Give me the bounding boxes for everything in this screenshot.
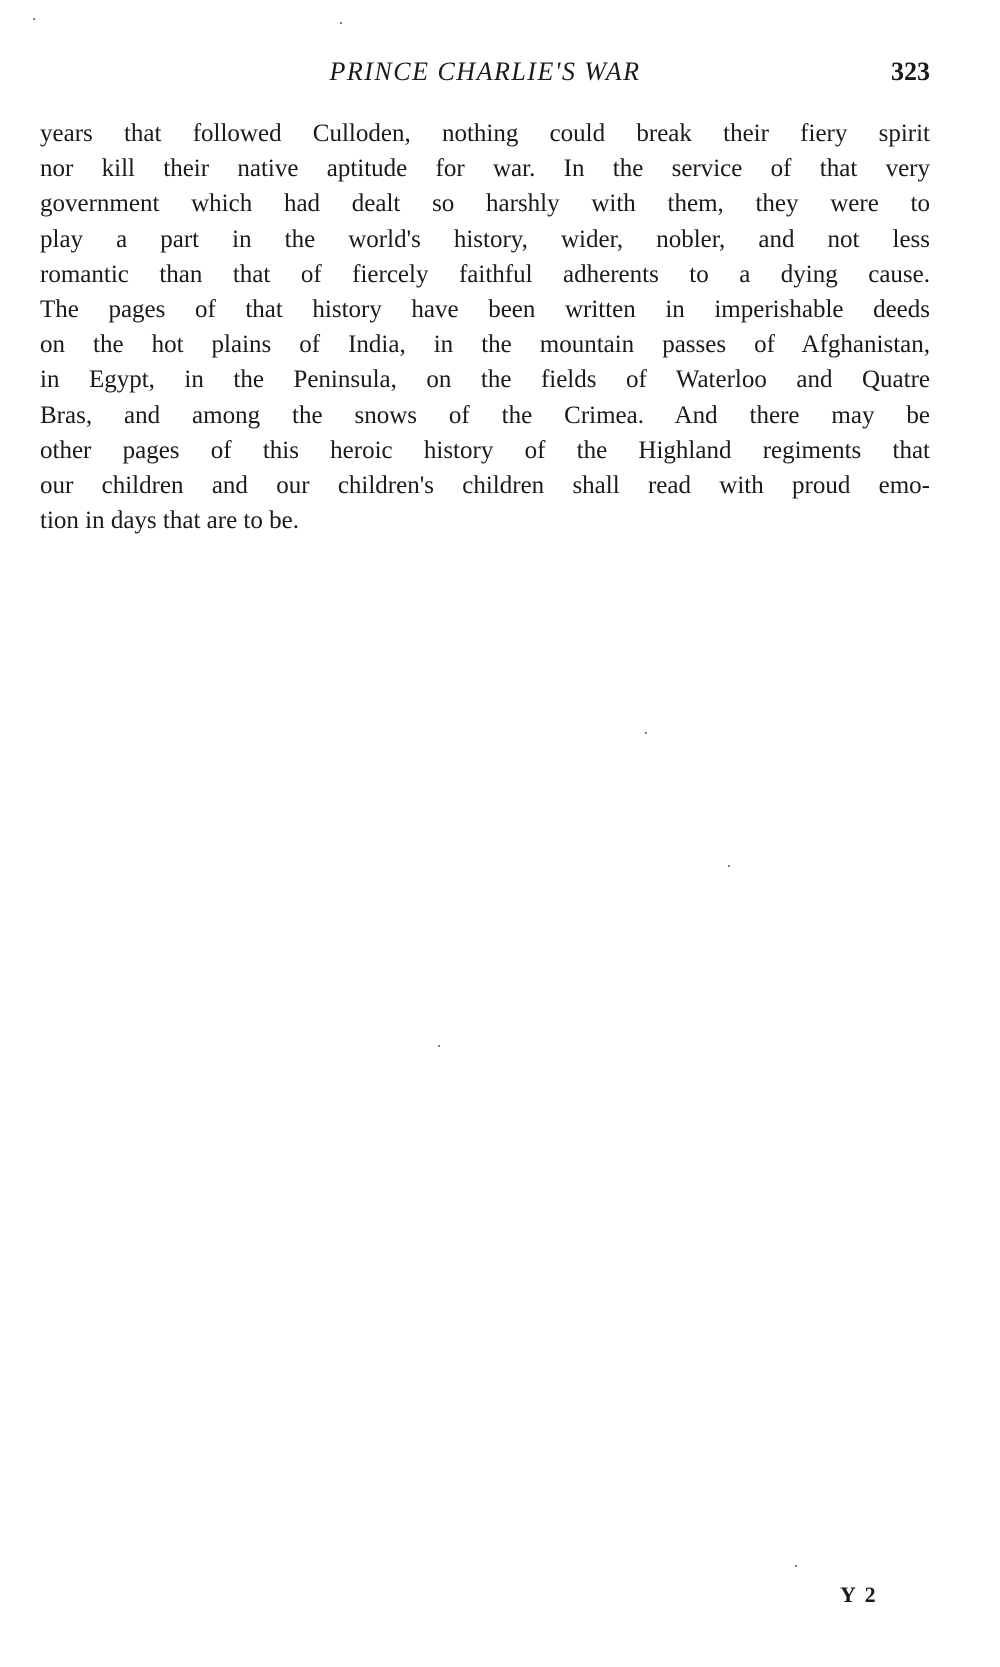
print-speck	[340, 22, 342, 24]
signature-mark: Y 2	[840, 1582, 878, 1607]
text-line: years that followed Culloden, nothing could break their fiery spirit	[40, 120, 930, 147]
text-line: Bras, and among the snows of the Crimea. And there may be	[40, 401, 930, 429]
print-speck	[33, 18, 35, 20]
running-title: PRINCE CHARLIE'S WAR	[329, 57, 641, 86]
text-line: The pages of that history have been written in imperishable deeds	[40, 295, 930, 323]
print-speck	[795, 1565, 797, 1567]
print-speck	[728, 865, 730, 867]
text-line: in Egypt, in the Peninsula, on the fields of Waterloo and Quatre	[40, 366, 930, 394]
page-number: 323	[891, 57, 930, 86]
text-line: tion in days that are to be.	[40, 507, 299, 535]
text-line: play a part in the world's history, wider, nobler, and not less	[40, 225, 930, 253]
text-line: government which had dealt so harshly with them, they were to	[40, 190, 930, 218]
text-line: nor kill their native aptitude for war. In the service of that very	[40, 155, 930, 183]
text-line: our children and our children's children shall read with proud emo-	[40, 471, 930, 499]
running-head	[40, 54, 930, 90]
print-speck	[438, 1045, 440, 1047]
text-line: on the hot plains of India, in the mountain passes of Afghanistan,	[40, 331, 930, 359]
print-speck	[645, 732, 647, 734]
text-line: other pages of this heroic history of the Highland regiments that	[40, 436, 930, 464]
text-line: romantic than that of fiercely faithful adherents to a dying cause.	[40, 260, 930, 288]
body-paragraph	[40, 116, 930, 538]
